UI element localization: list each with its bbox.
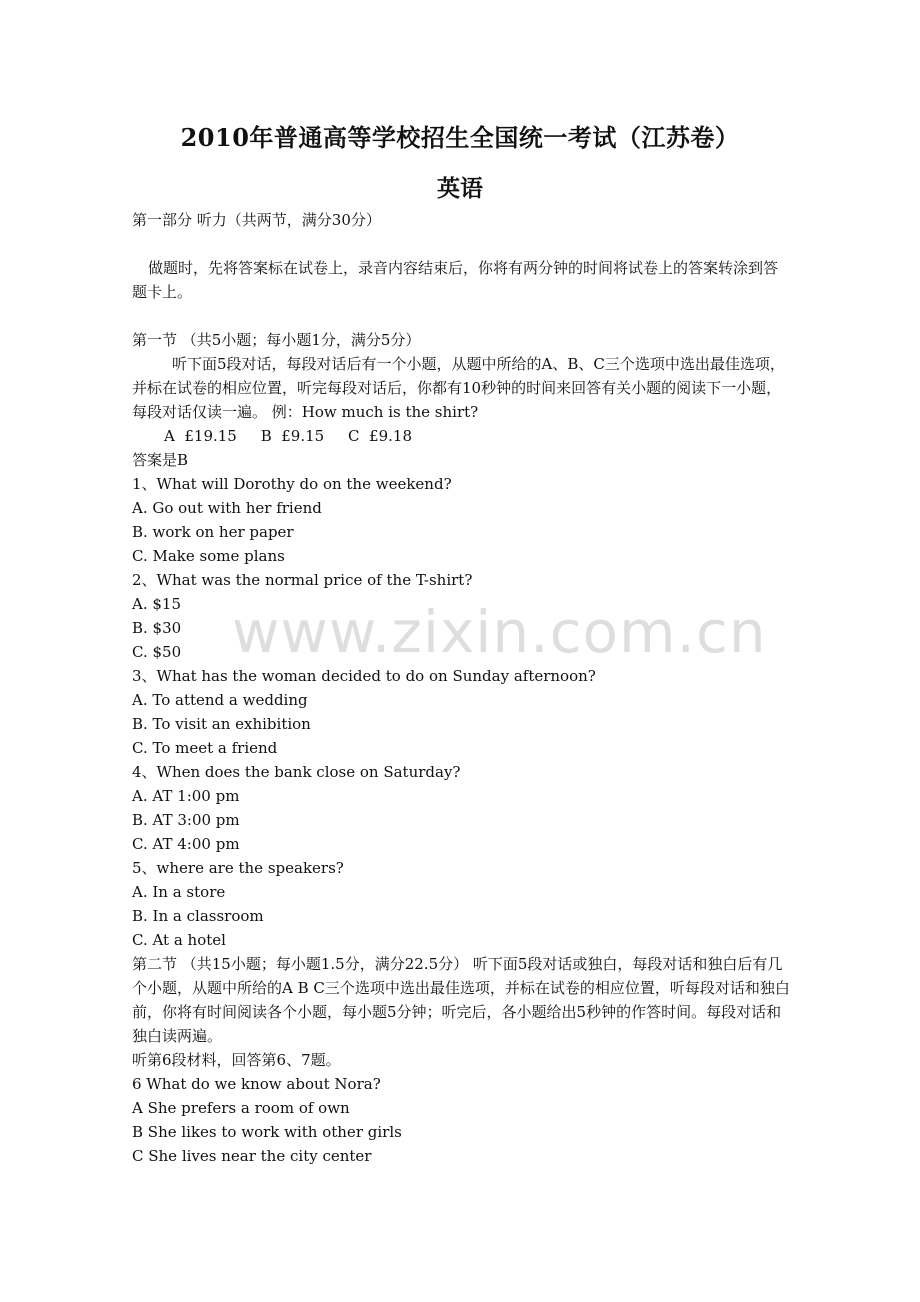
question-2: 2、What was the normal price of the T-shirt? xyxy=(132,571,473,589)
section1-instruction: 听下面5段对话，每段对话后有一个小题，从题中所给的A、B、C三个选项中选出最佳选项，并标在试卷的相应位置，听完每段对话后，你都有10秒钟的时间来回答有关小题的阅读下一小题，每段对话仅读一遍。 例：How much is the shirt? xyxy=(132,355,785,421)
section1-heading: 第一节 （共5小题；每小题1分，满分5分） xyxy=(132,331,421,349)
question-6-option-b: B She likes to work with other girls xyxy=(132,1123,402,1141)
question-3-option-a: A. To attend a wedding xyxy=(132,691,308,709)
question-4-option-b: B. AT 3:00 pm xyxy=(132,811,240,829)
part1-heading: 第一部分 听力（共两节，满分30分） xyxy=(132,211,381,229)
question-2-option-a: A. $15 xyxy=(132,595,181,613)
section2-text: 第二节 （共15小题；每小题1.5分，满分22.5分） 听下面5段对话或独白，每段对话和独白后有几个小题，从题中所给的A B C三个选项中选出最佳选项，并标在试卷的相应位置，听每段对话和独白前，你将有时间阅读各个小题，每小题5分钟；听完后，各小题给出5秒钟的作答时间。每段对话和独白读两遍。 xyxy=(132,955,790,1045)
question-4-option-c: C. AT 4:00 pm xyxy=(132,835,240,853)
question-1: 1、What will Dorothy do on the weekend? xyxy=(132,475,452,493)
question-3-option-c: C. To meet a friend xyxy=(132,739,278,757)
question-1-option-b: B. work on her paper xyxy=(132,523,294,541)
question-5-option-c: C. At a hotel xyxy=(132,931,226,949)
watermark: www.zixin.com.cn xyxy=(232,598,767,666)
question-5-option-a: A. In a store xyxy=(132,883,226,901)
exam-subject: 英语 xyxy=(437,175,483,202)
question-4-option-a: A. AT 1:00 pm xyxy=(132,787,240,805)
question-5: 5、where are the speakers? xyxy=(132,859,344,877)
question-1-option-a: A. Go out with her friend xyxy=(132,499,322,517)
question-2-option-b: B. $30 xyxy=(132,619,182,637)
exam-title: 2010年普通高等学校招生全国统一考试（江苏卷） xyxy=(180,123,740,152)
question-5-option-b: B. In a classroom xyxy=(132,907,264,925)
question-6: 6 What do we know about Nora? xyxy=(132,1075,381,1093)
exam-content xyxy=(132,208,792,1168)
question-6-option-a: A She prefers a room of own xyxy=(132,1099,350,1117)
question-6-option-c: C She lives near the city center xyxy=(132,1147,372,1165)
example-answer: 答案是B xyxy=(132,451,189,469)
instruction-text: 做题时，先将答案标在试卷上，录音内容结束后，你将有两分钟的时间将试卷上的答案转涂到答题卡上。 xyxy=(132,259,779,301)
question-3-option-b: B. To visit an exhibition xyxy=(132,715,311,733)
question-4: 4、When does the bank close on Saturday? xyxy=(132,763,461,781)
question-2-option-c: C. $50 xyxy=(132,643,182,661)
question-3: 3、What has the woman decided to do on Sunday afternoon? xyxy=(132,667,596,685)
example-options: A £19.15 B £9.15 C £9.18 xyxy=(164,427,412,445)
material-6-heading: 听第6段材料，回答第6、7题。 xyxy=(132,1051,341,1069)
question-1-option-c: C. Make some plans xyxy=(132,547,285,565)
